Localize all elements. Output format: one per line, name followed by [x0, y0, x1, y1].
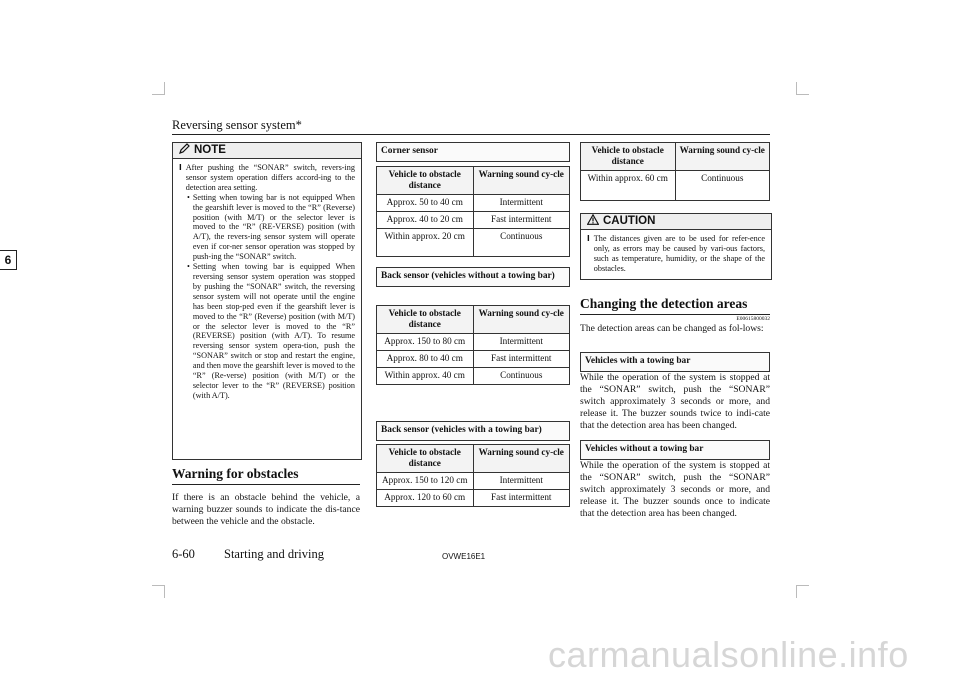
back-sensor-with-bar-table	[376, 444, 570, 507]
table-cell: Intermittent	[473, 473, 570, 490]
footer-code: OVWE16E1	[442, 552, 486, 561]
note-subitem-1	[187, 193, 355, 262]
table-row	[581, 171, 770, 201]
note-bullet	[179, 163, 355, 193]
table-cell: Approx. 120 to 60 cm	[377, 490, 474, 507]
running-header: Reversing sensor system*	[172, 118, 302, 132]
note-subitem-text: Setting when towing bar is equipped When reversing sensor system operation was stopped by pushing the “SONAR” switch, the reversing sensor system will not operate until the engine has been stop-ped even if the gearshift lever is moved to the “R” (Reverse) position (with M/T) or the selector lever is moved to the “R” (REVERSE) position (with A/T). To resume reversing sensor system opera-tion, push the “SONAR” switch or stop and restart the engine, and then move the gearshift lever is moved to the “R” (Re-verse) position (with M/T) or the selector lever to the “R” (REVERSE) position (with A/T).	[192, 262, 355, 400]
table-row	[377, 195, 570, 212]
table-cell: Within approx. 20 cm	[377, 229, 474, 257]
column-header: Warning sound cy-cle	[675, 143, 770, 171]
back-sensor-no-bar-title: Back sensor (vehicles without a towing bar)	[376, 267, 570, 287]
section-code: E00615800032	[736, 316, 770, 322]
caution-bullet-mark: l	[587, 234, 590, 243]
back-sensor-with-bar-title: Back sensor (vehicles with a towing bar)	[376, 421, 570, 441]
table-cell: Within approx. 40 cm	[377, 368, 474, 385]
caution-titlebar	[581, 214, 771, 230]
column-header: Warning sound cy-cle	[473, 167, 570, 195]
table-header-row	[377, 445, 570, 473]
corner-sensor-title: Corner sensor	[376, 142, 570, 162]
table-header-row	[581, 143, 770, 171]
table-row	[377, 229, 570, 257]
table-cell: Fast intermittent	[473, 351, 570, 368]
header-rule	[172, 134, 770, 135]
page-number: 6-60	[172, 547, 195, 561]
warning-section	[172, 466, 360, 528]
section-rule	[580, 314, 770, 315]
table-row	[377, 212, 570, 229]
table-row	[377, 351, 570, 368]
section-rule	[172, 484, 360, 485]
note-subitem-mark: •	[187, 262, 190, 272]
table-cell: Continuous	[473, 368, 570, 385]
column-header: Vehicle to obstacle distance	[581, 143, 676, 171]
table-row	[377, 473, 570, 490]
column-header: Warning sound cy-cle	[473, 306, 570, 334]
note-subitem-2	[187, 262, 355, 401]
table-cell: Intermittent	[473, 334, 570, 351]
crop-mark-br	[796, 585, 809, 598]
crop-mark-tl	[152, 82, 165, 95]
changing-section	[580, 296, 770, 335]
with-bar-text: While the operation of the system is stopped at the “SONAR” switch, push the “SONAR” switch approximately 3 seconds or more, and release it. The buzzer sounds twice to indi-cate that the detection area has been changed.	[580, 372, 770, 431]
watermark: carmanualsonline.info	[548, 634, 909, 675]
section-heading: Warning for obstacles	[172, 466, 299, 481]
table-cell: Fast intermittent	[473, 212, 570, 229]
without-bar-title: Vehicles without a towing bar	[580, 440, 770, 460]
changing-body: The detection areas can be changed as fol-lows:	[580, 323, 764, 334]
table-cell: Fast intermittent	[473, 490, 570, 507]
note-subitem-text: Setting when towing bar is not equipped When the gearshift lever is moved to the “R” (Reverse) position (with M/T) or the selector lever is moved to the “R” (RE-VERSE) position (with A/T), the revers-ing sensor system will operate even if cor-ner sensor operation was stopped by push-ing the “SONAR” switch.	[192, 192, 355, 262]
table-row	[377, 334, 570, 351]
caution-box	[580, 213, 772, 280]
note-titlebar	[173, 143, 361, 159]
crop-mark-tr	[796, 82, 809, 95]
footer-section: Starting and driving	[224, 547, 324, 561]
table-cell: Approx. 50 to 40 cm	[377, 195, 474, 212]
table-cell: Approx. 40 to 20 cm	[377, 212, 474, 229]
table-row	[377, 490, 570, 507]
chapter-tab: 6	[0, 250, 17, 270]
without-bar-text: While the operation of the system is stopped at the “SONAR” switch, push the “SONAR” switch approximately 3 seconds or more, and release it. The buzzer sounds once to indicate that the detection area has been changed.	[580, 460, 770, 519]
table-cell: Intermittent	[473, 195, 570, 212]
column-header: Vehicle to obstacle distance	[377, 306, 474, 334]
note-intro: After pushing the “SONAR” switch, revers-ing sensor system operation differs accord-ing to the detection area setting.	[185, 163, 355, 192]
table-cell: Continuous	[675, 171, 770, 201]
caution-title: CAUTION	[603, 215, 656, 227]
column-header: Vehicle to obstacle distance	[377, 445, 474, 473]
corner-sensor-table	[376, 166, 570, 257]
with-bar-title: Vehicles with a towing bar	[580, 352, 770, 372]
table-row	[377, 368, 570, 385]
note-subitem-mark: •	[187, 192, 190, 202]
note-title: NOTE	[194, 144, 226, 156]
column-header: Warning sound cy-cle	[473, 445, 570, 473]
table-cell: Approx. 80 to 40 cm	[377, 351, 474, 368]
table-cell: Approx. 150 to 80 cm	[377, 334, 474, 351]
note-content	[173, 159, 361, 401]
back-sensor-no-bar-table	[376, 305, 570, 385]
table-cell: Approx. 150 to 120 cm	[377, 473, 474, 490]
table-header-row	[377, 306, 570, 334]
warning-body: If there is an obstacle behind the vehicle, a warning buzzer sounds to indicate the dis-tance between the vehicle and the obstacle.	[172, 492, 360, 527]
table-cell: Continuous	[473, 229, 570, 257]
crop-mark-bl	[152, 585, 165, 598]
section-heading: Changing the detection areas	[580, 296, 748, 311]
back-sensor-with-bar-table-continued	[580, 142, 770, 201]
table-header-row	[377, 167, 570, 195]
caution-text: The distances given are to be used for refer-ence only, as errors may be caused by vari-ous factors, such as temperature, humidity, or the shape of the obstacles.	[593, 234, 765, 273]
note-pencil-icon	[179, 143, 190, 159]
column-header: Vehicle to obstacle distance	[377, 167, 474, 195]
caution-bullet	[587, 234, 765, 274]
caution-triangle-icon	[587, 214, 599, 230]
table-cell: Within approx. 60 cm	[581, 171, 676, 201]
caution-content	[581, 230, 771, 279]
note-box	[172, 142, 362, 460]
note-bullet-mark: l	[179, 163, 182, 172]
